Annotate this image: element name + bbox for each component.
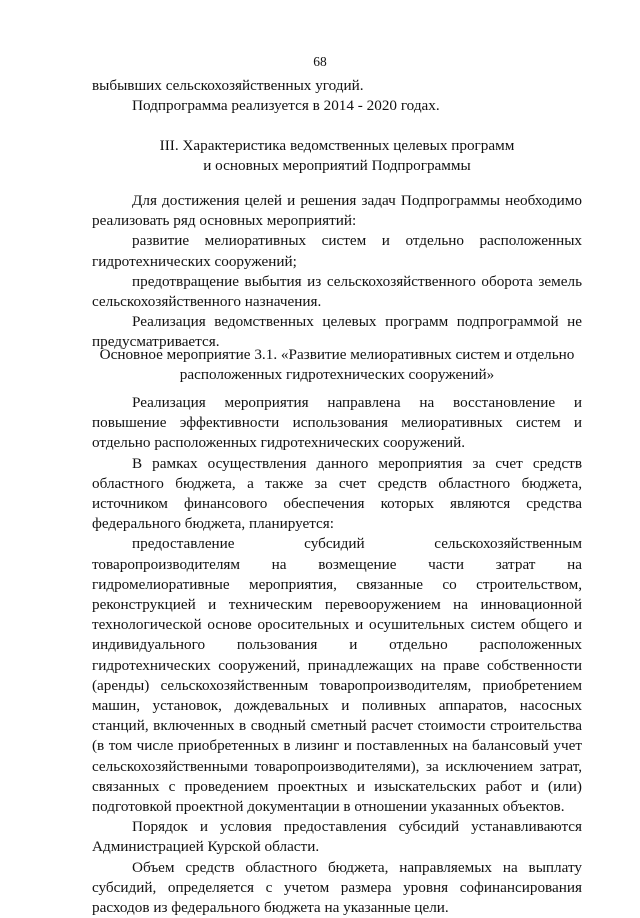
activity-heading-line: расположенных гидротехнических сооружений» <box>179 366 495 384</box>
activity-heading-line: Основное мероприятие 3.1. «Развитие мелиоративных систем и отдельно <box>99 346 575 363</box>
intro-line: выбывших сельскохозяйственных угодий. <box>92 77 364 94</box>
intro-block <box>92 76 582 116</box>
intro-line: Подпрограмма реализуется в 2014 - 2020 годах. <box>132 97 440 115</box>
paragraph: Реализация мероприятия направлена на восстановление и повышение эффективности использования мелиоративных систем и отдельно расположенных гидротехнических сооружений. <box>92 394 582 452</box>
page-number: 68 <box>313 54 327 69</box>
paragraph: Порядок и условия предоставления субсидий устанавливаются Администрацией Курской области. <box>92 818 582 856</box>
paragraph: Объем средств областного бюджета, направляемых на выплату субсидий, определяется с учетом размера уровня софинансирования расходов из федерального бюджета на указанные цели. <box>92 858 582 917</box>
section-heading <box>92 136 582 176</box>
paragraph: В рамках осуществления данного мероприятия за счет средств областного бюджета, а также за счет средств областного бюджета, источником финансового обеспечения которых являются средства федерального бюджета, планируется: <box>92 454 582 533</box>
section-heading-line: и основных мероприятий Подпрограммы <box>203 157 471 175</box>
paragraph: предотвращение выбытия из сельскохозяйственного оборота земель сельскохозяйственного назначения. <box>92 272 582 311</box>
paragraph: Реализация ведомственных целевых программ подпрограммой не предусматривается. <box>92 313 582 351</box>
activity-body <box>92 393 582 918</box>
activity-heading <box>92 345 582 385</box>
paragraph: развитие мелиоративных систем и отдельно расположенных гидротехнических сооружений; <box>92 232 582 270</box>
paragraph: Для достижения целей и решения задач Подпрограммы необходимо реализовать ряд основных мероприятий: <box>92 192 582 230</box>
paragraph: предоставление субсидий сельскохозяйственным товаропроизводителям на возмещение части затрат на гидромелиоративные мероприятия, связанные со строительством, реконструкцией и техническим перевооружением на инновационной технологической основе оросительных и осушительных систем общего и индивидуального пользования и отдельно расположенных гидротехнических сооружений, принадлежащих на праве собственности (аренды) сельскохозяйственным товаропроизводителям, приобретением машин, установок, дождевальных и поливных аппаратов, насосных станций, включенных в сводный сметный расчет стоимости строительства (в том числе приобретенных в лизинг и поставленных на балансовый учет сельскохозяйственными товаропроизводителями), за исключением затрат, связанных с проведением проектных и изыскательских работ и (или) подготовкой проектной документации в отношении указанных объектов. <box>92 535 582 816</box>
section-heading-line: III. Характеристика ведомственных целевых программ <box>159 137 515 154</box>
section-body <box>92 191 582 353</box>
